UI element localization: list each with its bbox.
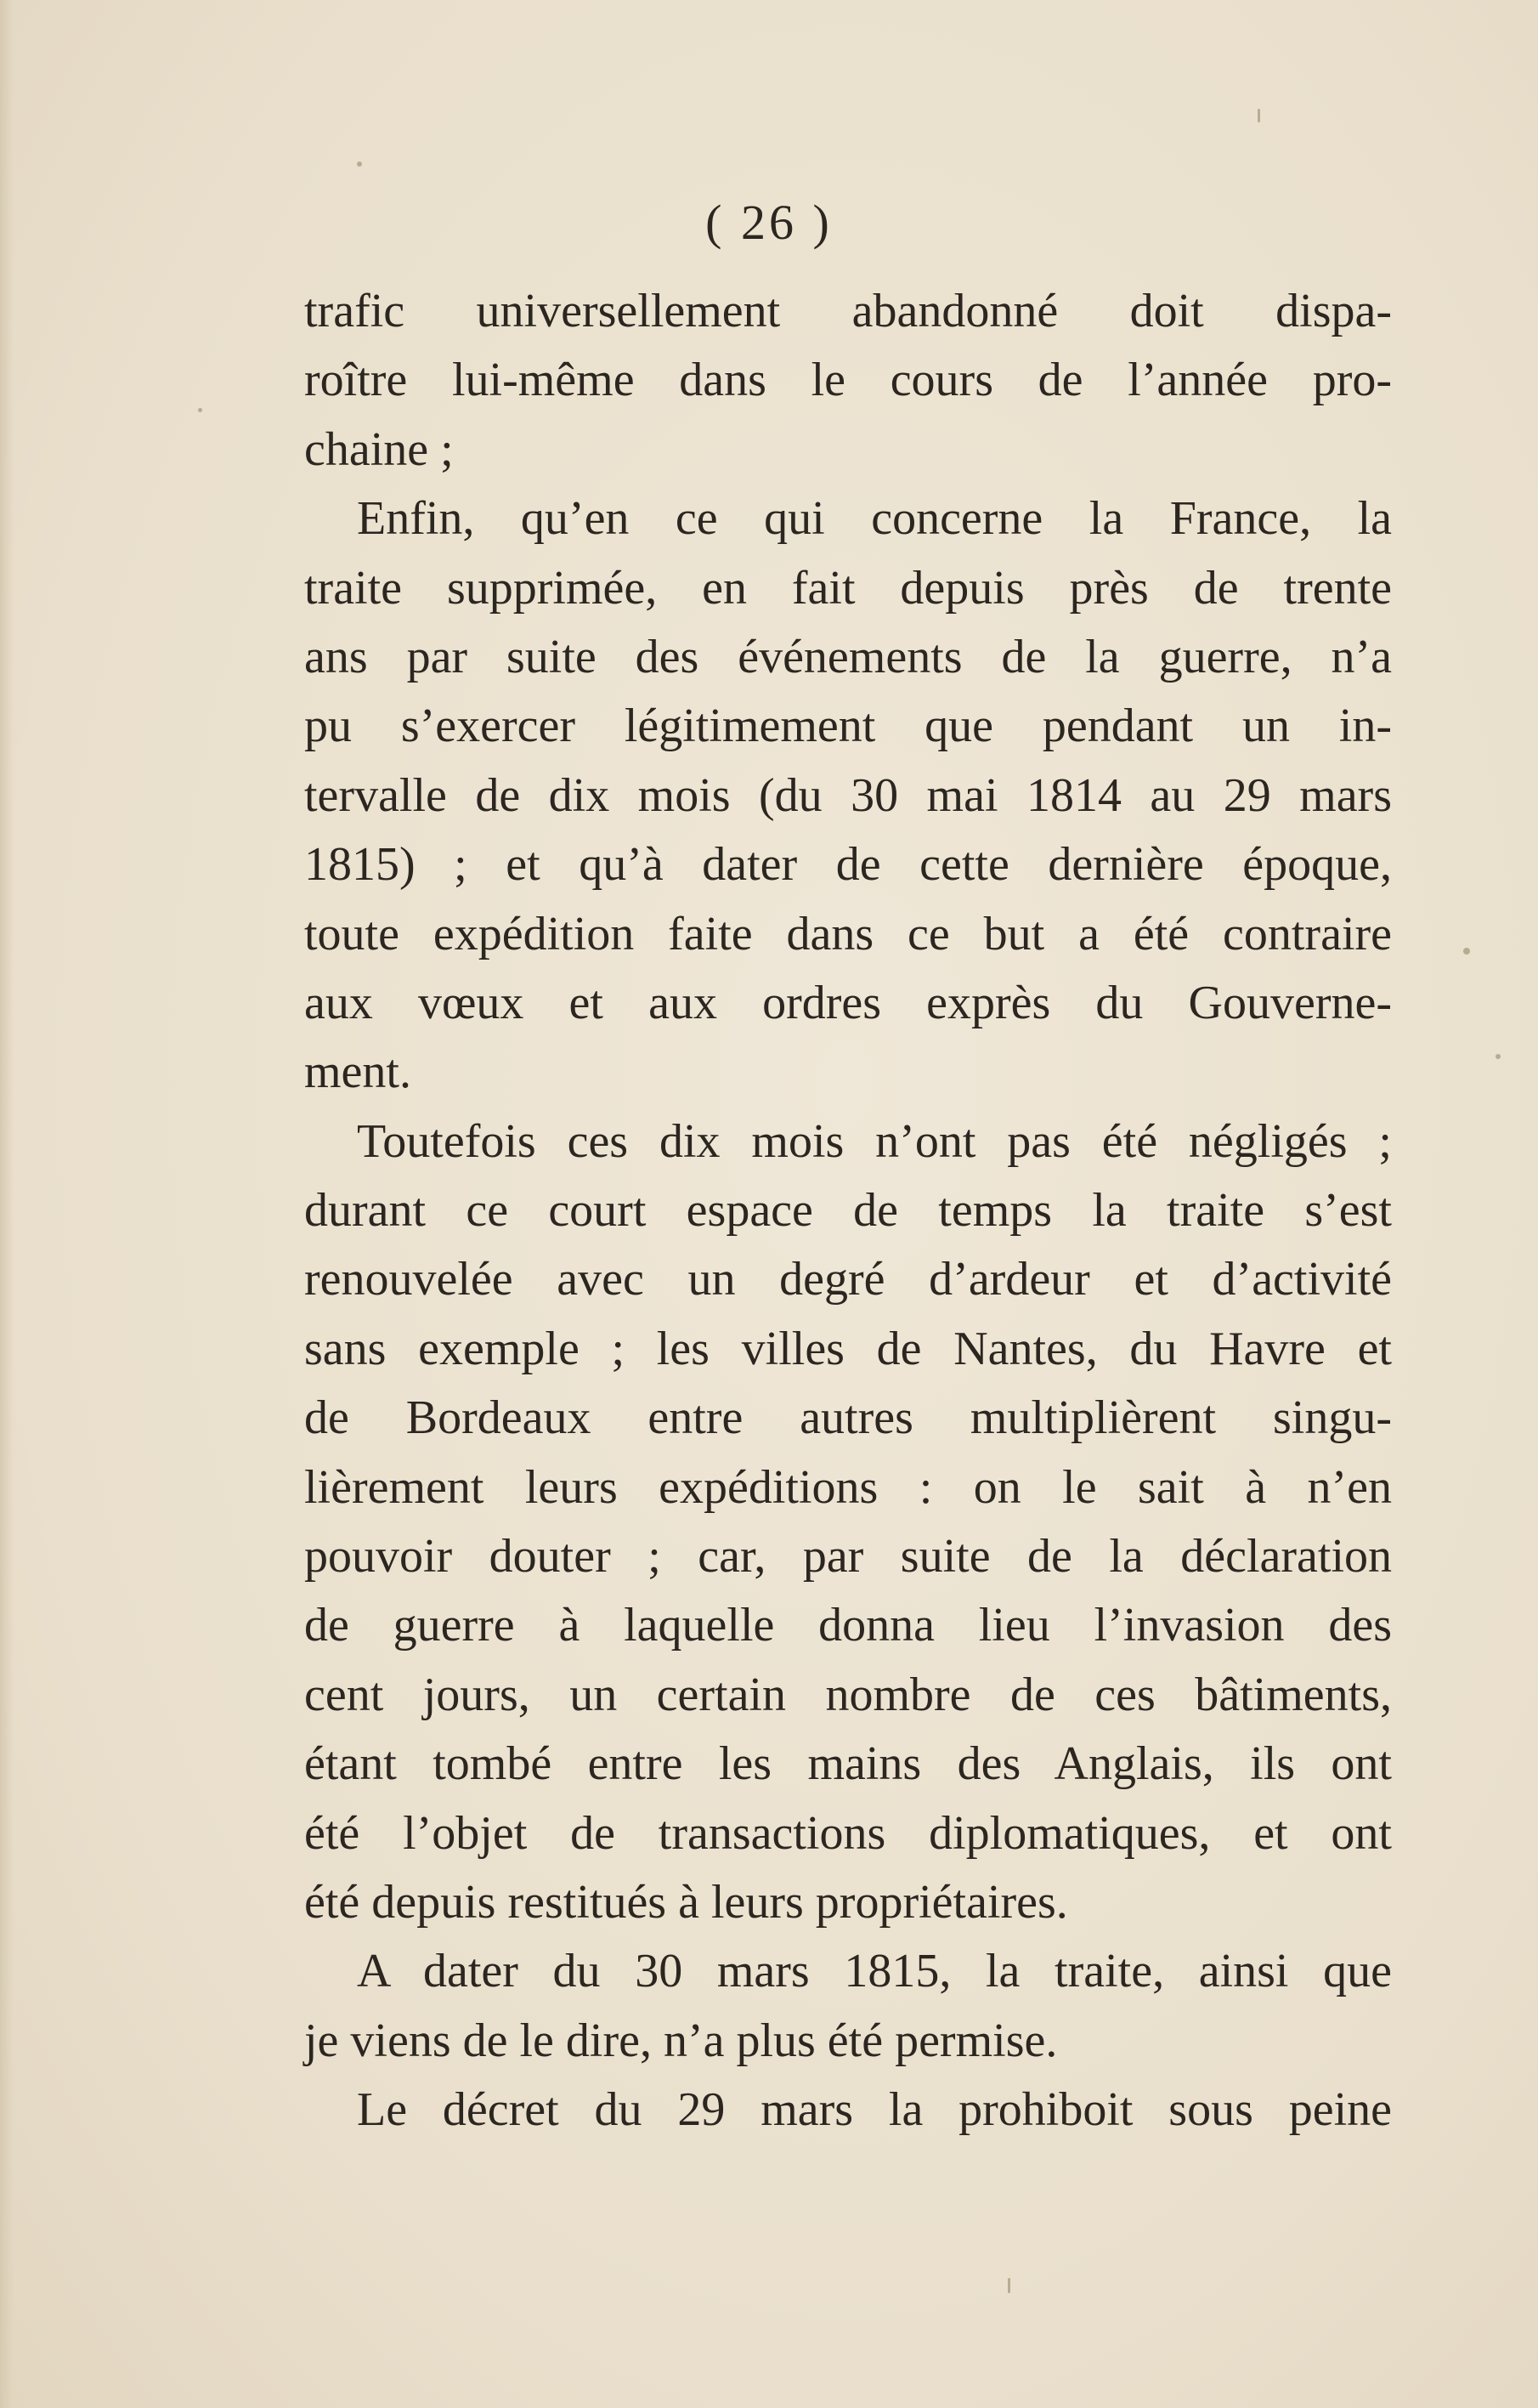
text-line: roître lui-même dans le cours de l’année pro- (304, 354, 1392, 407)
text-line: durant ce court espace de temps la traite s’est (304, 1184, 1392, 1238)
text-line: A dater du 30 mars 1815, la traite, ainsi que (357, 1945, 1392, 1998)
text-line: toute expédition faite dans ce but a été contraire (304, 907, 1392, 960)
text-line: de Bordeaux entre autres multiplièrent singu- (304, 1391, 1392, 1445)
text-line: Toutefois ces dix mois n’ont pas été négligés ; (357, 1114, 1392, 1168)
text-line: ans par suite des événements de la guerre, n’a (304, 630, 1392, 683)
text-line: lièrement leurs expéditions : on le sait à n’en (304, 1460, 1392, 1514)
text-line: trafic universellement abandonné doit dispa- (304, 285, 1392, 337)
text-line: de guerre à laquelle donna lieu l’invasion des (304, 1599, 1392, 1652)
text-line: pouvoir douter ; car, par suite de la déclaration (304, 1530, 1392, 1584)
text-line: pu s’exercer légitimement que pendant un in- (304, 700, 1392, 753)
text-line: étant tombé entre les mains des Anglais, ils ont (304, 1737, 1392, 1791)
text-line: été l’objet de transactions diplomatiques, et ont (304, 1806, 1392, 1860)
text-line: cent jours, un certain nombre de ces bâtiments, (304, 1668, 1392, 1721)
text-line: 1815) ; et qu’à dater de cette dernière époque, (304, 838, 1392, 892)
page-number: ( 26 ) (705, 195, 833, 250)
text-line: été depuis restitués à leurs propriétaires. (304, 1875, 1068, 1929)
text-line: sans exemple ; les villes de Nantes, du Havre et (304, 1322, 1392, 1375)
text-line: tervalle de dix mois (du 30 mai 1814 au 29 mars (304, 768, 1392, 822)
text-line: renouvelée avec un degré d’ardeur et d’activité (304, 1253, 1392, 1306)
text-line: chaine ; (304, 422, 454, 476)
text-line: traite supprimée, en fait depuis près de trente (304, 561, 1392, 615)
text-line: Le décret du 29 mars la prohiboit sous peine (357, 2083, 1392, 2137)
text-line: Enfin, qu’en ce qui concerne la France, la (357, 492, 1392, 546)
text-line: ment. (304, 1045, 411, 1099)
text-line: aux vœux et aux ordres exprès du Gouverne- (304, 976, 1392, 1029)
text-line: je viens de le dire, n’a plus été permise. (304, 2014, 1058, 2067)
page-edge-shadow (0, 0, 14, 2408)
body-text (304, 277, 1392, 2145)
